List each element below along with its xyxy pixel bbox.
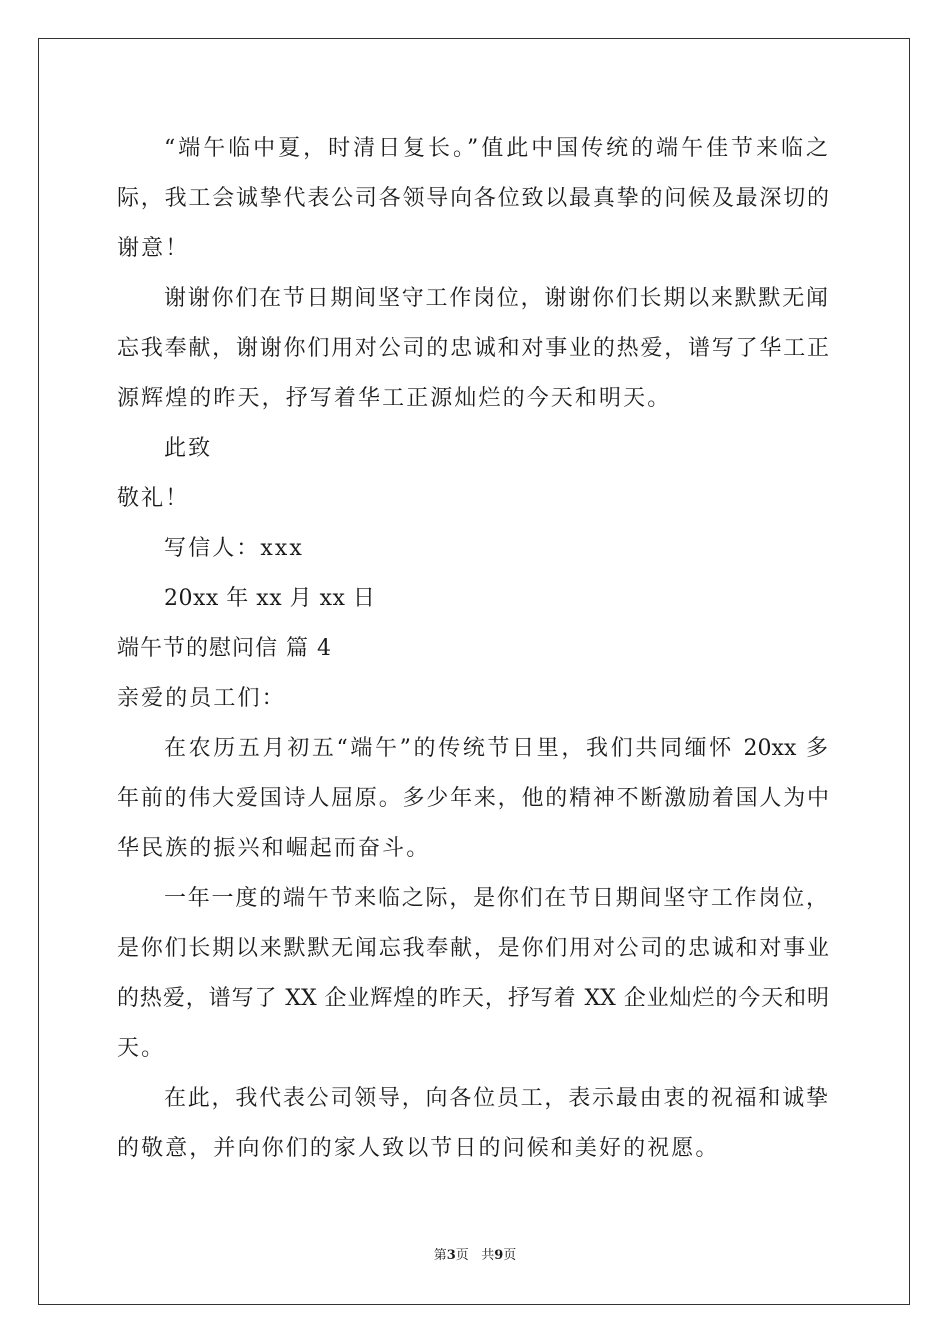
- paragraph-line: 际，我工会诚挚代表公司各领导向各位致以最真挚的问候及最深切的: [117, 186, 829, 211]
- page-border: [38, 38, 910, 1305]
- current-page-number: 3: [446, 1248, 456, 1263]
- paragraph-line: 谢意！: [117, 236, 190, 261]
- footer-middle: 页 共: [455, 1248, 495, 1263]
- paragraph-line: 年前的伟大爱国诗人屈原。多少年来，他的精神不断激励着国人为中: [117, 786, 829, 811]
- paragraph-line: 的敬意，并向你们的家人致以节日的问候和美好的祝愿。: [117, 1136, 720, 1161]
- paragraph-line: 忘我奉献，谢谢你们用对公司的忠诚和对事业的热爱，谱写了华工正: [117, 336, 829, 361]
- paragraph-line: 谢谢你们在节日期间坚守工作岗位，谢谢你们长期以来默默无闻: [164, 286, 828, 311]
- closing-regards: 敬礼！: [117, 486, 190, 511]
- footer-prefix: 第: [433, 1248, 447, 1263]
- letter-date: 20xx 年 xx 月 xx 日: [164, 586, 376, 611]
- page-footer: [0, 1248, 950, 1264]
- paragraph-line: 华民族的振兴和崛起而奋斗。: [117, 836, 431, 861]
- paragraph-line: “端午临中夏，时清日复长。”值此中国传统的端午佳节来临之: [164, 136, 828, 161]
- paragraph-line: 天。: [117, 1036, 166, 1061]
- paragraph-line: 源辉煌的昨天，抒写着华工正源灿烂的今天和明天。: [117, 386, 672, 411]
- paragraph-line: 一年一度的端午节来临之际，是你们在节日期间坚守工作岗位，: [164, 886, 828, 911]
- paragraph-line: 的热爱，谱写了 XX 企业辉煌的昨天，抒写着 XX 企业灿烂的今天和明: [117, 986, 829, 1011]
- letter-greeting: 亲爱的员工们：: [117, 686, 286, 711]
- section-heading: 端午节的慰问信 篇 4: [117, 636, 332, 661]
- footer-suffix: 页: [503, 1248, 517, 1263]
- letter-author: 写信人：xxx: [164, 536, 304, 561]
- closing-salutation: 此致: [164, 436, 213, 461]
- total-page-count: 9: [494, 1248, 504, 1263]
- paragraph-line: 在此，我代表公司领导，向各位员工，表示最由衷的祝福和诚挚: [164, 1086, 828, 1111]
- paragraph-line: 是你们长期以来默默无闻忘我奉献，是你们用对公司的忠诚和对事业: [117, 936, 829, 961]
- paragraph-line: 在农历五月初五“端午”的传统节日里，我们共同缅怀 20xx 多: [164, 736, 828, 761]
